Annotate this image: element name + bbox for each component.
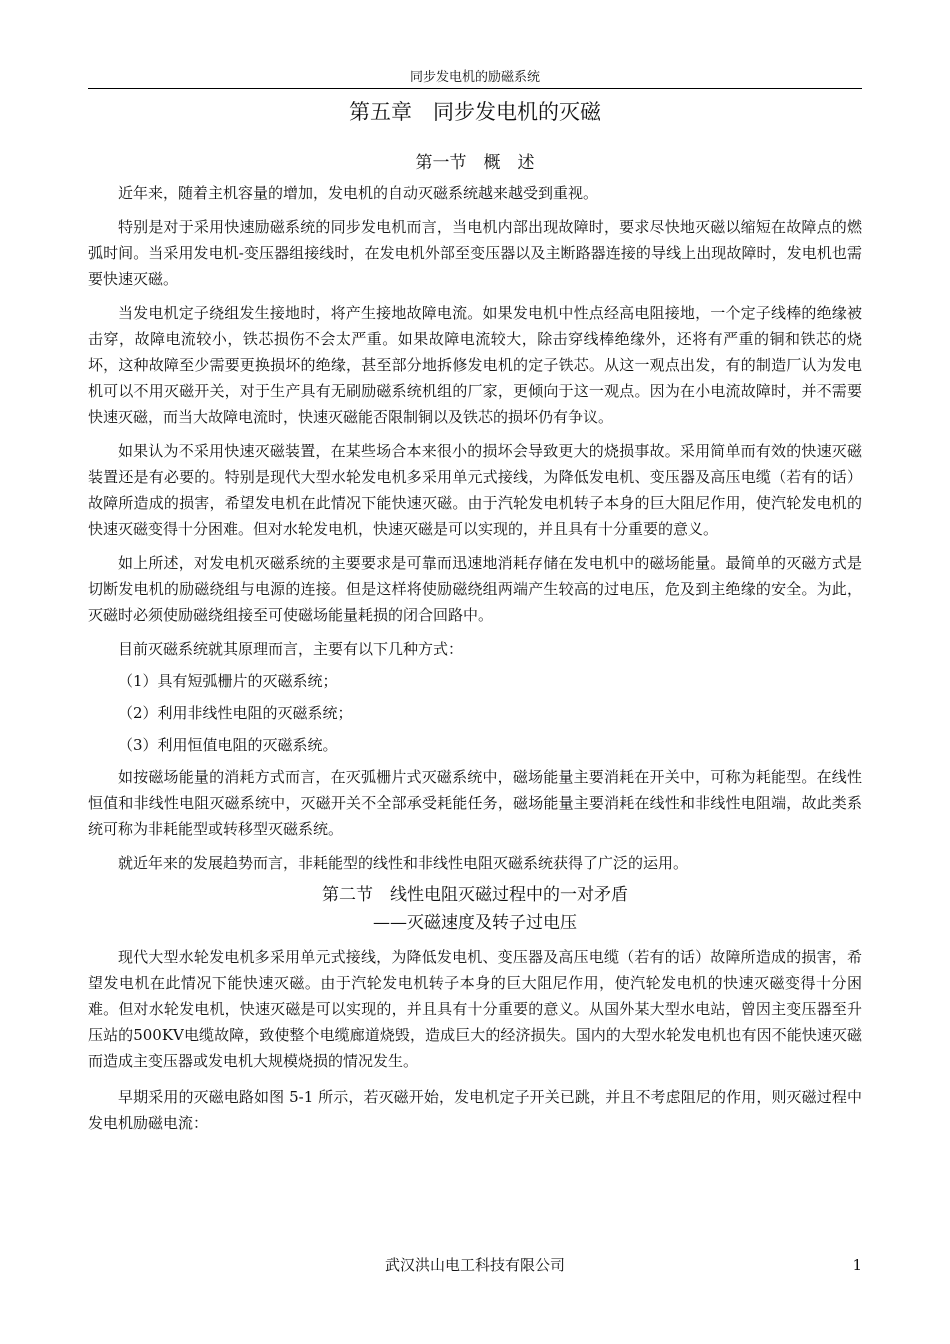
section-1-title: 第一节 概 述 xyxy=(415,153,535,173)
chapter-title: 第五章 同步发电机的灭磁 xyxy=(349,100,601,124)
paragraph: 就近年来的发展趋势而言，非耗能型的线性和非线性电阻灭磁系统获得了广泛的运用。 xyxy=(118,854,689,872)
list-item: （2）利用非线性电阻的灭磁系统； xyxy=(118,704,353,722)
paragraph: 早期采用的灭磁电路如图 5-1 所示，若灭磁开始，发电机定子开关已跳，并且不考虑阻尼的作用，则灭磁过程中发电机励磁电流： xyxy=(88,1088,862,1132)
page-number: 1 xyxy=(852,1256,862,1274)
paragraph: 当发电机定子绕组发生接地时，将产生接地故障电流。如果发电机中性点经高电阻接地，一个定子线棒的绝缘被击穿，故障电流较小，铁芯损伤不会太严重。如果故障电流较大，除击穿线棒绝缘外，还将有严重的铜和铁芯的烧坏，这种故障至少需要更换损坏的绝缘，甚至部分地拆修发电机的定子铁芯。从这一观点出发，有的制造厂认为发电机可以不用灭磁开关，对于生产具有无刷励磁系统机组的厂家，更倾向于这一观点。因为在小电流故障时，并不需要快速灭磁，而当大故障电流时，快速灭磁能否限制铜以及铁芯的损坏仍有争议。 xyxy=(88,304,862,426)
section-2-title: 第二节 线性电阻灭磁过程中的一对矛盾 xyxy=(322,885,628,905)
paragraph: 特别是对于采用快速励磁系统的同步发电机而言，当电机内部出现故障时，要求尽快地灭磁以缩短在故障点的燃弧时间。当采用发电机-变压器组接线时，在发电机外部至变压器以及主断路器连接的导线上出现故障时，发电机也需要快速灭磁。 xyxy=(88,218,862,288)
header-rule xyxy=(88,88,862,89)
paragraph: 近年来，随着主机容量的增加，发电机的自动灭磁系统越来越受到重视。 xyxy=(118,184,599,202)
paragraph: 如按磁场能量的消耗方式而言，在灭弧栅片式灭磁系统中，磁场能量主要消耗在开关中，可称为耗能型。在线性恒值和非线性电阻灭磁系统中，灭磁开关不全部承受耗能任务，磁场能量主要消耗在线性和非线性电阻端，故此类系统可称为非耗能型或转移型灭磁系统。 xyxy=(88,768,862,838)
paragraph: 现代大型水轮发电机多采用单元式接线，为降低发电机、变压器及高压电缆（若有的话）故障所造成的损害，希望发电机在此情况下能快速灭磁。由于汽轮发电机转子本身的巨大阻尼作用，使汽轮发电机的快速灭磁变得十分困难。但对水轮发电机，快速灭磁是可以实现的，并且具有十分重要的意义。从国外某大型水电站，曾因主变压器至升压站的500KV电缆故障，致使整个电缆廊道烧毁，造成巨大的经济损失。国内的大型水轮发电机也有因不能快速灭磁而造成主变压器或发电机大规模烧损的情况发生。 xyxy=(88,948,862,1070)
section-2-subtitle: ——灭磁速度及转子过电压 xyxy=(373,913,577,933)
footer-company: 武汉洪山电工科技有限公司 xyxy=(384,1256,565,1274)
paragraph: 如上所述，对发电机灭磁系统的主要要求是可靠而迅速地消耗存储在发电机中的磁场能量。最简单的灭磁方式是切断发电机的励磁绕组与电源的连接。但是这样将使励磁绕组两端产生较高的过电压，危及到主绝缘的安全。为此，灭磁时必须使励磁绕组接至可使磁场能量耗损的闭合回路中。 xyxy=(88,554,862,624)
paragraph: 如果认为不采用快速灭磁装置，在某些场合本来很小的损坏会导致更大的烧损事故。采用简单而有效的快速灭磁装置还是有必要的。特别是现代大型水轮发电机多采用单元式接线，为降低发电机、变压器及高压电缆（若有的话）故障所造成的损害，希望发电机在此情况下能快速灭磁。由于汽轮发电机转子本身的巨大阻尼作用，使汽轮发电机的快速灭磁变得十分困难。但对水轮发电机，快速灭磁是可以实现的，并且具有十分重要的意义。 xyxy=(88,442,862,538)
paragraph: 目前灭磁系统就其原理而言，主要有以下几种方式： xyxy=(118,640,464,658)
list-item: （1）具有短弧栅片的灭磁系统； xyxy=(118,672,338,690)
document-body xyxy=(88,150,862,1144)
list-item: （3）利用恒值电阻的灭磁系统。 xyxy=(118,736,338,754)
running-header: 同步发电机的励磁系统 xyxy=(409,70,540,85)
